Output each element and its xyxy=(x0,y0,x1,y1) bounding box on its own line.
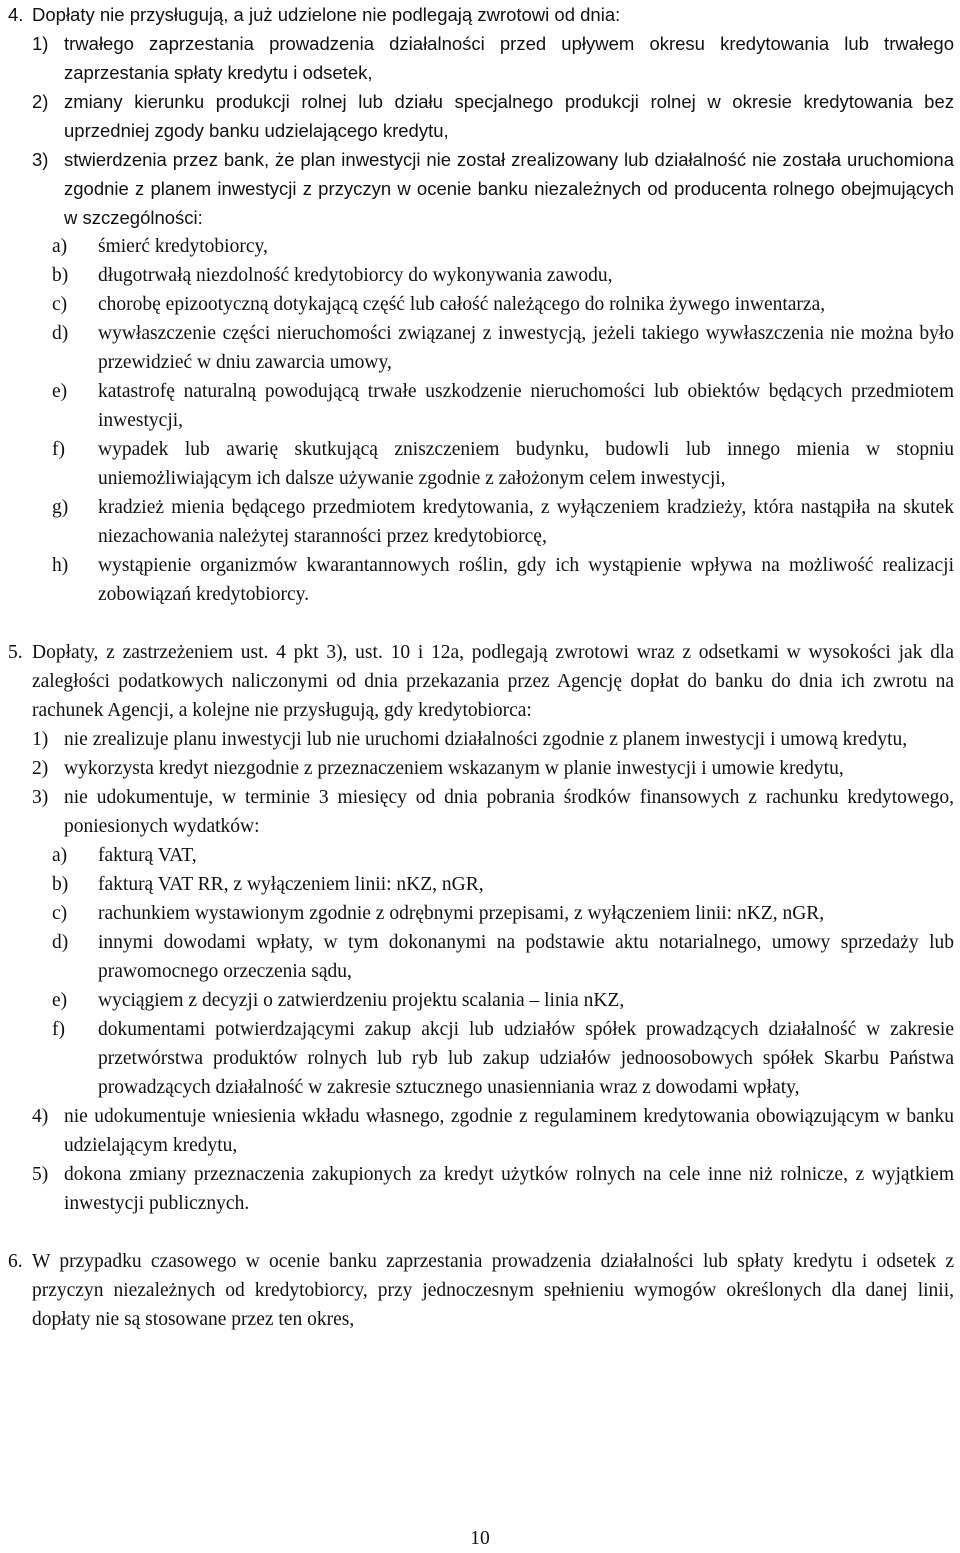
page-number: 10 xyxy=(470,1528,490,1549)
sub-item-text: śmierć kredytobiorcy, xyxy=(98,236,268,257)
list-item xyxy=(8,754,954,783)
sub-item-text: fakturą VAT RR, z wyłączeniem linii: nKZ, nGR, xyxy=(98,874,484,895)
item-label: 1) xyxy=(32,729,49,750)
section-6-heading xyxy=(8,1247,954,1334)
list-item xyxy=(8,725,954,754)
sub-item-text: kradzież mienia będącego przedmiotem kredytowania, z wyłączeniem kradzieży, która nastąpiła na skutek niezachowania należytej staranności przez kredytobiorcę, xyxy=(98,497,954,547)
list-item xyxy=(8,783,954,841)
sub-item-label: d) xyxy=(52,323,69,344)
sub-item xyxy=(8,435,954,493)
sub-item xyxy=(8,261,954,290)
sub-item xyxy=(8,290,954,319)
sub-item-label: c) xyxy=(52,903,68,924)
sub-item-label: a) xyxy=(52,845,68,866)
list-item xyxy=(8,87,954,145)
sub-item-label: a) xyxy=(52,236,68,257)
item-text: stwierdzenia przez bank, że plan inwestycji nie został zrealizowany lub działalność nie została uruchomiona zgodnie z planem inwestycji z przyczyn w ocenie banku niezależnych od producenta rolnego obejmujących w szczególności: xyxy=(64,149,954,228)
section-6 xyxy=(8,1247,954,1334)
sub-item xyxy=(8,377,954,435)
section-number: 6. xyxy=(8,1251,23,1272)
sub-item xyxy=(8,551,954,609)
sub-item-text: wyciągiem z decyzji o zatwierdzeniu projektu scalania – linia nKZ, xyxy=(98,990,625,1011)
sub-item-text: katastrofę naturalną powodującą trwałe uszkodzenie nieruchomości lub obiektów będących przedmiotem inwestycji, xyxy=(98,381,954,431)
sub-item-text: fakturą VAT, xyxy=(98,845,197,866)
item-label: 4) xyxy=(32,1106,49,1127)
section-text: Dopłaty, z zastrzeżeniem ust. 4 pkt 3), ust. 10 i 12a, podlegają zwrotowi wraz z odsetkami w wysokości jak dla zaległości podatkowych naliczonymi od dnia przekazania przez Agencję dopłat do banku do dnia ich zwrotu na rachunek Agencji, a kolejne nie przysługują, gdy kredytobiorca: xyxy=(32,642,954,721)
sub-item-label: e) xyxy=(52,990,68,1011)
sub-item xyxy=(8,493,954,551)
document-page xyxy=(8,0,954,1334)
sub-item-label: b) xyxy=(52,265,69,286)
section-4-subitems xyxy=(8,232,954,609)
sub-item xyxy=(8,870,954,899)
sub-item-text: wypadek lub awarię skutkującą zniszczeniem budynku, budowli lub innego mienia w stopniu uniemożliwiającym ich dalsze używanie zgodnie z założonym celem inwestycji, xyxy=(98,439,954,489)
item-text: trwałego zaprzestania prowadzenia działalności przed upływem okresu kredytowania lub trwałego zaprzestania spłaty kredytu i odsetek, xyxy=(64,33,954,83)
sub-item-label: d) xyxy=(52,932,69,953)
sub-item xyxy=(8,319,954,377)
item-label: 3) xyxy=(32,149,49,170)
item-text: nie zrealizuje planu inwestycji lub nie uruchomi działalności zgodnie z planem inwestycji i umową kredytu, xyxy=(64,729,908,750)
sub-item xyxy=(8,232,954,261)
sub-item-label: f) xyxy=(52,1019,65,1040)
sub-item xyxy=(8,1015,954,1102)
sub-item-label: h) xyxy=(52,555,69,576)
item-label: 2) xyxy=(32,91,49,112)
sub-item xyxy=(8,928,954,986)
list-item xyxy=(8,1160,954,1218)
sub-item-text: wywłaszczenie części nieruchomości związanej z inwestycją, jeżeli takiego wywłaszczenia nie można było przewidzieć w dniu zawarcia umowy, xyxy=(98,323,954,373)
section-4-heading xyxy=(8,0,954,29)
item-text: nie udokumentuje, w terminie 3 miesięcy od dnia pobrania środków finansowych z rachunku kredytowego, poniesionych wydatków: xyxy=(64,787,954,837)
list-item xyxy=(8,1102,954,1160)
sub-item-label: g) xyxy=(52,497,69,518)
section-4 xyxy=(8,0,954,232)
item-label: 3) xyxy=(32,787,49,808)
sub-item-label: b) xyxy=(52,874,69,895)
section-5-heading xyxy=(8,638,954,725)
list-item xyxy=(8,29,954,87)
sub-item xyxy=(8,899,954,928)
sub-item-label: c) xyxy=(52,294,68,315)
section-number: 4. xyxy=(8,4,24,25)
sub-item-label: e) xyxy=(52,381,68,402)
item-label: 5) xyxy=(32,1164,49,1185)
sub-item xyxy=(8,986,954,1015)
sub-item xyxy=(8,841,954,870)
sub-item-text: innymi dowodami wpłaty, w tym dokonanymi na podstawie aktu notarialnego, umowy sprzedaży lub prawomocnego orzeczenia sądu, xyxy=(98,932,954,982)
sub-item-text: dokumentami potwierdzającymi zakup akcji lub udziałów spółek prowadzących działalność w zakresie przetwórstwa produktów rolnych lub ryb lub zakup udziałów jednoosobowych spółek Skarbu Państwa prowadzących działalność w zakresie sztucznego unasienniania wraz z dowodami wpłaty, xyxy=(98,1019,954,1098)
item-text: zmiany kierunku produkcji rolnej lub działu specjalnego produkcji rolnej w okresie kredytowania bez uprzedniej zgody banku udzielającego kredytu, xyxy=(64,91,954,141)
section-text: W przypadku czasowego w ocenie banku zaprzestania prowadzenia działalności lub spłaty kredytu i odsetek z przyczyn niezależnych od kredytobiorcy, przy jednoczesnym spełnieniu wymogów określonych dla danej linii, dopłaty nie są stosowane przez ten okres, xyxy=(32,1251,954,1330)
sub-item-label: f) xyxy=(52,439,65,460)
sub-item-text: wystąpienie organizmów kwarantannowych roślin, gdy ich wystąpienie wpływa na możliwość realizacji zobowiązań kredytobiorcy. xyxy=(98,555,954,605)
item-text: nie udokumentuje wniesienia wkładu własnego, zgodnie z regulaminem kredytowania obowiązującym w banku udzielającym kredytu, xyxy=(64,1106,954,1156)
sub-item-text: chorobę epizootyczną dotykającą część lub całość należącego do rolnika żywego inwentarza, xyxy=(98,294,826,315)
item-text: dokona zmiany przeznaczenia zakupionych za kredyt użytków rolnych na cele inne niż rolnicze, z wyjątkiem inwestycji publicznych. xyxy=(64,1164,954,1214)
section-5 xyxy=(8,638,954,1218)
section-text: Dopłaty nie przysługują, a już udzielone nie podlegają zwrotowi od dnia: xyxy=(32,4,621,25)
item-text: wykorzysta kredyt niezgodnie z przeznaczeniem wskazanym w planie inwestycji i umowie kredytu, xyxy=(64,758,844,779)
sub-item-text: rachunkiem wystawionym zgodnie z odrębnymi przepisami, z wyłączeniem linii: nKZ, nGR, xyxy=(98,903,825,924)
list-item xyxy=(8,145,954,232)
item-label: 2) xyxy=(32,758,49,779)
section-number: 5. xyxy=(8,642,23,663)
sub-item-text: długotrwałą niezdolność kredytobiorcy do wykonywania zawodu, xyxy=(98,265,613,286)
item-label: 1) xyxy=(32,33,49,54)
